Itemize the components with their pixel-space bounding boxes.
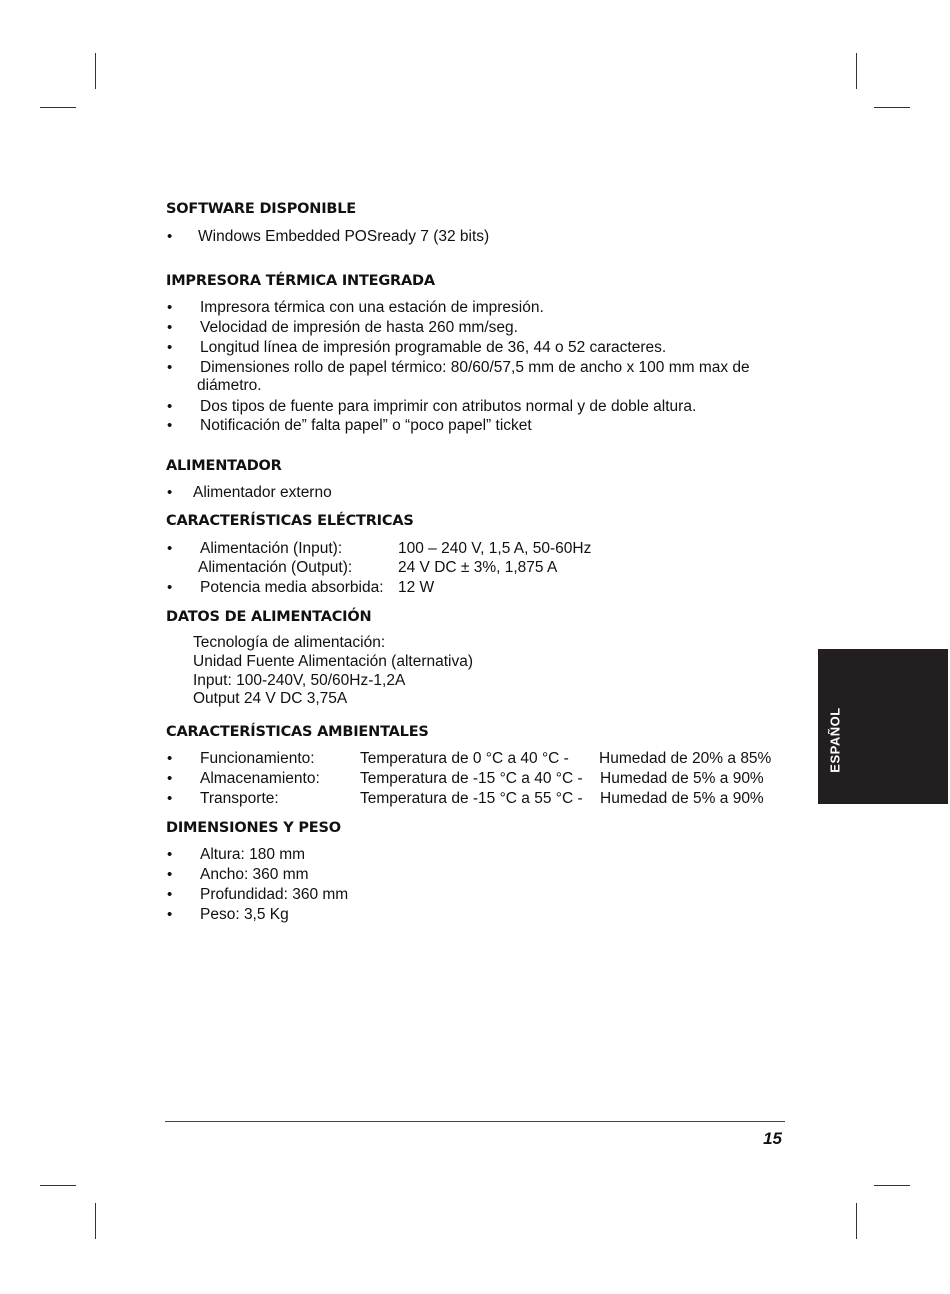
bullet: • xyxy=(167,359,173,376)
bullet: • xyxy=(167,886,173,903)
list-item: Ancho: 360 mm xyxy=(200,866,309,883)
crop-mark xyxy=(95,1203,96,1239)
text-line: Output 24 V DC 3,75A xyxy=(193,690,348,707)
env-label: Almacenamiento: xyxy=(200,770,320,787)
env-temp: Temperatura de 0 °C a 40 °C - xyxy=(360,750,569,767)
bullet: • xyxy=(167,866,173,883)
crop-mark xyxy=(95,53,96,89)
bullet: • xyxy=(167,299,173,316)
env-label: Transporte: xyxy=(200,790,279,807)
list-item: Dos tipos de fuente para imprimir con atributos normal y de doble altura. xyxy=(200,398,697,415)
text-line: Unidad Fuente Alimentación (alternativa) xyxy=(193,653,474,670)
list-item: Notificación de” falta papel” o “poco papel” ticket xyxy=(200,417,532,434)
bullet: • xyxy=(167,339,173,356)
list-item: Profundidad: 360 mm xyxy=(200,886,349,903)
section-title-impresora: IMPRESORA TÉRMICA INTEGRADA xyxy=(166,273,435,289)
env-humidity: Humedad de 5% a 90% xyxy=(600,790,764,807)
list-item: Velocidad de impresión de hasta 260 mm/seg. xyxy=(200,319,518,336)
crop-mark xyxy=(874,107,910,108)
crop-mark xyxy=(40,107,76,108)
env-temp: Temperatura de -15 °C a 55 °C - xyxy=(360,790,583,807)
crop-mark xyxy=(856,1203,857,1239)
text-line: Input: 100-240V, 50/60Hz-1,2A xyxy=(193,672,406,689)
bullet: • xyxy=(167,846,173,863)
list-item: Alimentador externo xyxy=(193,484,332,501)
list-item: Windows Embedded POSready 7 (32 bits) xyxy=(198,228,490,245)
spec-value: 12 W xyxy=(398,579,435,596)
page-number: 15 xyxy=(763,1129,782,1148)
crop-mark xyxy=(874,1185,910,1186)
section-title-datos: DATOS DE ALIMENTACIÓN xyxy=(166,609,372,625)
env-humidity: Humedad de 5% a 90% xyxy=(600,770,764,787)
spec-label: Alimentación (Output): xyxy=(198,559,353,576)
section-title-dimensiones: DIMENSIONES Y PESO xyxy=(166,820,341,836)
list-item: Dimensiones rollo de papel térmico: 80/60/57,5 mm de ancho x 100 mm max de xyxy=(200,359,750,376)
bullet: • xyxy=(167,540,173,557)
spec-label: Potencia media absorbida: xyxy=(200,579,384,596)
bullet: • xyxy=(167,750,173,767)
spec-value: 100 – 240 V, 1,5 A, 50-60Hz xyxy=(398,540,592,557)
list-item: Longitud línea de impresión programable de 36, 44 o 52 caracteres. xyxy=(200,339,667,356)
language-tab-label: ESPAÑOL xyxy=(827,707,843,773)
bullet: • xyxy=(167,579,173,596)
spec-label: Alimentación (Input): xyxy=(200,540,343,557)
section-title-electricas: CARACTERÍSTICAS ELÉCTRICAS xyxy=(166,513,414,529)
bullet: • xyxy=(167,417,173,434)
bullet: • xyxy=(167,906,173,923)
bullet: • xyxy=(167,790,173,807)
section-title-alimentador: ALIMENTADOR xyxy=(166,458,282,474)
crop-mark xyxy=(40,1185,76,1186)
text-line: Tecnología de alimentación: xyxy=(193,634,386,651)
bullet: • xyxy=(167,228,173,245)
section-title-software: SOFTWARE DISPONIBLE xyxy=(166,201,357,217)
env-label: Funcionamiento: xyxy=(200,750,315,767)
env-humidity: Humedad de 20% a 85% xyxy=(599,750,772,767)
bullet: • xyxy=(167,770,173,787)
env-temp: Temperatura de -15 °C a 40 °C - xyxy=(360,770,583,787)
list-item: Peso: 3,5 Kg xyxy=(200,906,289,923)
bullet: • xyxy=(167,484,173,501)
crop-mark xyxy=(856,53,857,89)
section-title-ambientales: CARACTERÍSTICAS AMBIENTALES xyxy=(166,724,429,740)
footer-divider xyxy=(165,1121,785,1122)
list-item: Impresora térmica con una estación de impresión. xyxy=(200,299,544,316)
list-item-continuation: diámetro. xyxy=(197,377,262,394)
list-item: Altura: 180 mm xyxy=(200,846,306,863)
bullet: • xyxy=(167,398,173,415)
bullet: • xyxy=(167,319,173,336)
spec-value: 24 V DC ± 3%, 1,875 A xyxy=(398,559,558,576)
